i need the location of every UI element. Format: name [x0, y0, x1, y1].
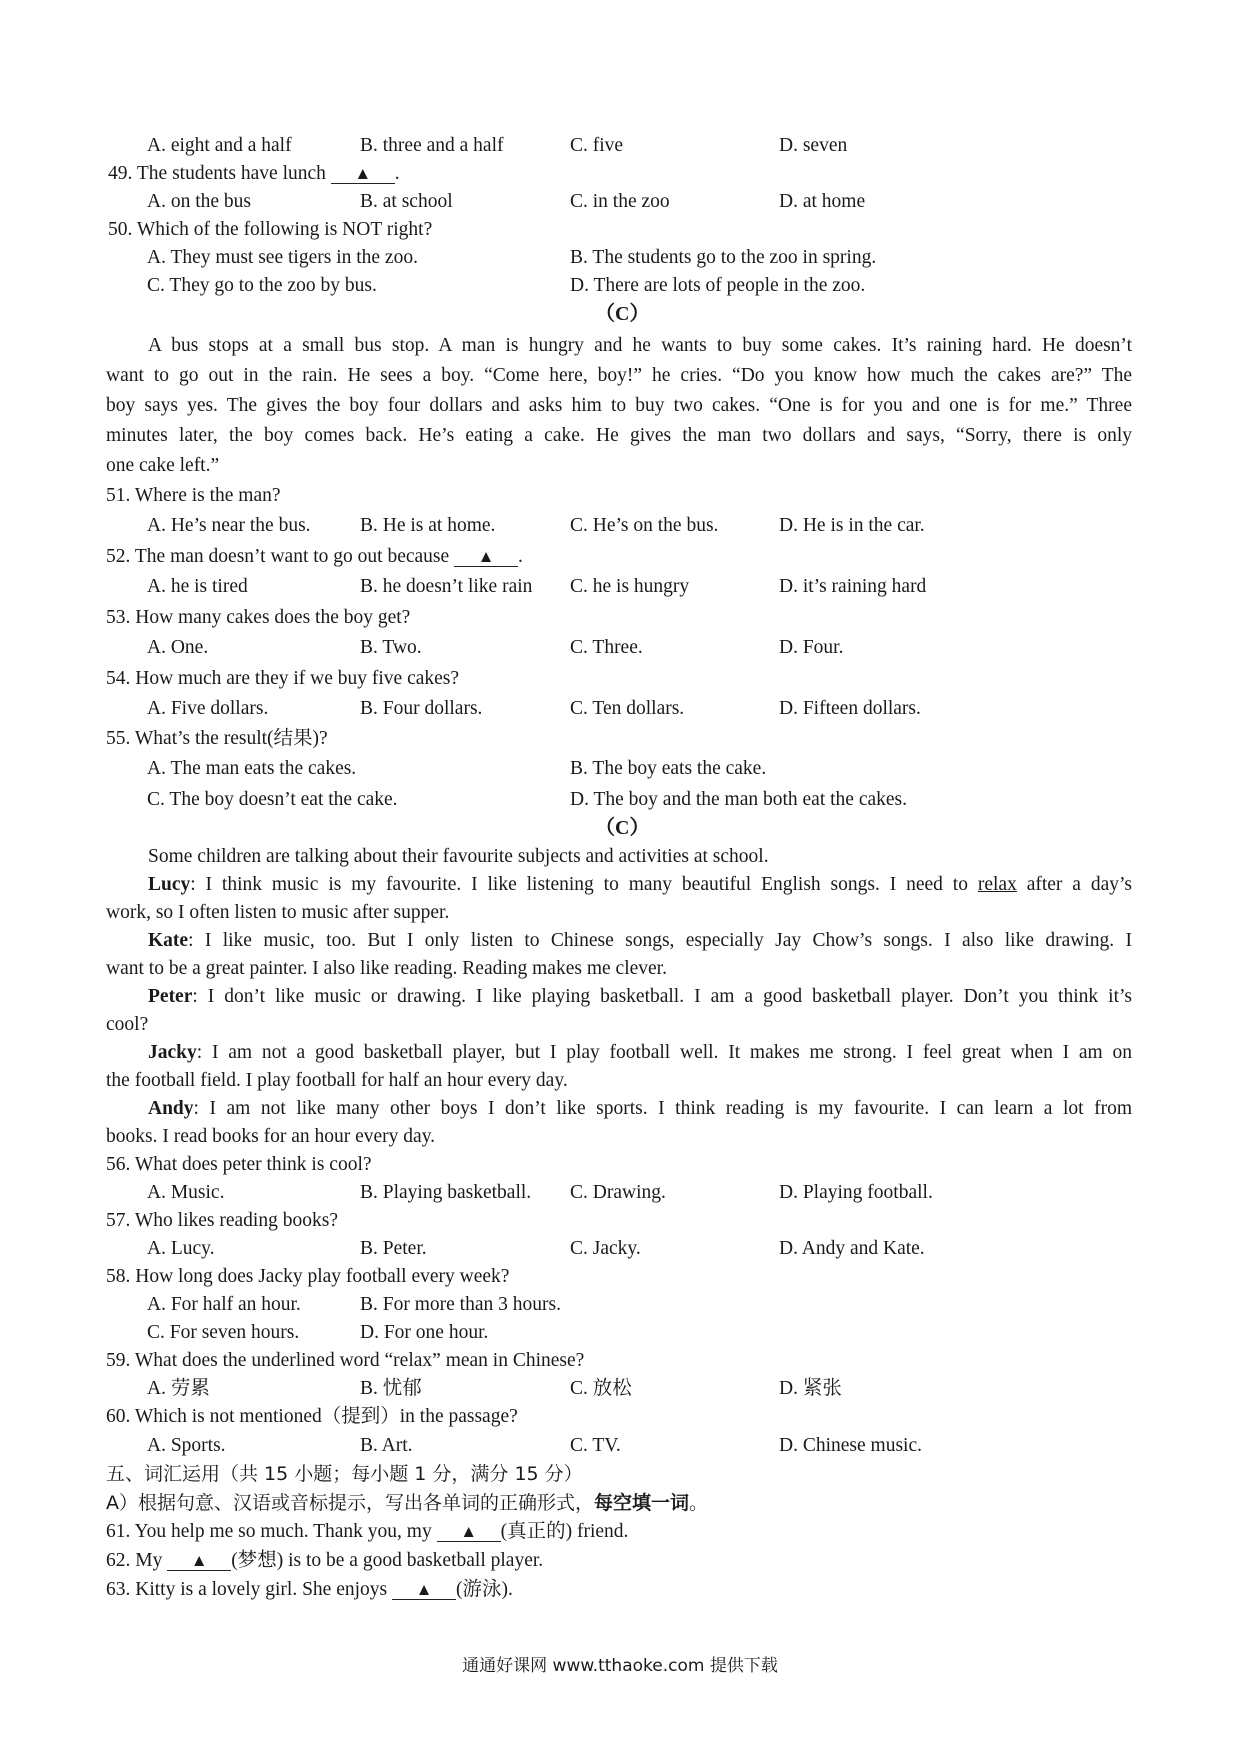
blank-marker-icon: ▲: [190, 1551, 208, 1570]
instructions-text: A）根据句意、汉语或音标提示，写出各单词的正确形式，: [106, 1492, 594, 1514]
q63-text: 63. Kitty is a lovely girl. She enjoys: [106, 1579, 388, 1600]
q54-option-a: A. Five dollars.: [147, 698, 269, 719]
q56-option-b: B. Playing basketball.: [360, 1182, 532, 1203]
q61-text: 61. You help me so much. Thank you, my: [106, 1521, 432, 1542]
q51-option-c: C. He’s on the bus.: [570, 515, 719, 536]
q53-option-c: C. Three.: [570, 637, 643, 658]
blank-marker-icon: ▲: [354, 164, 372, 183]
q62-hint: (梦想) is to be a good basketball player.: [231, 1550, 544, 1571]
passage-text: : I am not like many other boys I don’t like sports. I think reading is my favourite. I can learn a lot from: [193, 1098, 1132, 1119]
q61-hint: (真正的) friend.: [500, 1521, 629, 1542]
q60-option-c: C. TV.: [570, 1435, 621, 1456]
q52-stem: [106, 545, 523, 569]
blank-marker-icon: ▲: [460, 1522, 478, 1541]
q50-option-d: D. There are lots of people in the zoo.: [570, 275, 866, 296]
q60-option-b: B. Art.: [360, 1435, 413, 1456]
q55-stem: 55. What’s the result(结果)?: [106, 728, 328, 749]
q49-option-b: B. at school: [360, 191, 453, 212]
q49-stem: [108, 162, 400, 186]
q52-stem-end: .: [518, 546, 523, 567]
passage-c1-line: one cake left.”: [106, 455, 220, 476]
q62-text: 62. My: [106, 1550, 163, 1571]
q51-stem: 51. Where is the man?: [106, 485, 281, 506]
part5-title: 五、词汇运用（共 15 小题；每小题 1 分，满分 15 分）: [106, 1463, 583, 1485]
q52-option-b: B. he doesn’t like rain: [360, 576, 533, 597]
answer-blank: [167, 1552, 231, 1571]
speaker-name: Lucy: [148, 874, 191, 895]
passage-text: : I don’t like music or drawing. I like playing basketball. I am a good basketball player. Don’t you think it’s: [192, 986, 1132, 1007]
answer-blank: [392, 1581, 456, 1600]
blank-marker-icon: ▲: [477, 547, 495, 566]
answer-blank: [437, 1523, 501, 1542]
q58-option-d: D. For one hour.: [360, 1322, 489, 1343]
passage-c1-line: want to go out in the rain. He sees a boy. “Come here, boy!” he cries. “Do you know how much the cakes are?” The: [106, 365, 1132, 386]
q49-option-c: C. in the zoo: [570, 191, 670, 212]
q52-option-c: C. he is hungry: [570, 576, 690, 597]
section-heading-c2: （C）: [595, 817, 650, 839]
q57-stem: 57. Who likes reading books?: [106, 1210, 338, 1231]
passage-peter-line2: cool?: [106, 1014, 149, 1035]
instructions-end: 。: [689, 1492, 709, 1514]
q53-option-b: B. Two.: [360, 637, 422, 658]
q59-option-a: A. 劳累: [147, 1378, 210, 1399]
q57-option-b: B. Peter.: [360, 1238, 427, 1259]
q59-option-b: B. 忧郁: [360, 1378, 422, 1399]
q55-option-d: D. The boy and the man both eat the cakes.: [570, 789, 907, 810]
q51-option-b: B. He is at home.: [360, 515, 496, 536]
passage-c2-intro: Some children are talking about their favourite subjects and activities at school.: [148, 846, 769, 867]
q53-option-d: D. Four.: [779, 637, 844, 658]
q58-stem: 58. How long does Jacky play football every week?: [106, 1266, 510, 1287]
q54-stem: 54. How much are they if we buy five cakes?: [106, 668, 460, 689]
q50-stem: 50. Which of the following is NOT right?: [108, 219, 433, 240]
q58-option-a: A. For half an hour.: [147, 1294, 301, 1315]
q49-option-a: A. on the bus: [147, 191, 251, 212]
q59-stem: 59. What does the underlined word “relax” mean in Chinese?: [106, 1350, 585, 1371]
passage-c1-line: minutes later, the boy comes back. He’s eating a cake. He gives the man two dollars and says, “Sorry, there is only: [106, 425, 1132, 446]
q52-option-a: A. he is tired: [147, 576, 248, 597]
speaker-name: Jacky: [148, 1042, 197, 1063]
q61-stem: [106, 1520, 628, 1544]
q56-option-a: A. Music.: [147, 1182, 225, 1203]
q51-option-d: D. He is in the car.: [779, 515, 925, 536]
q57-option-d: D. Andy and Kate.: [779, 1238, 925, 1259]
passage-andy-line1: [148, 1097, 1132, 1121]
q60-option-a: A. Sports.: [147, 1435, 226, 1456]
page-footer: 通通好课网 www.tthaoke.com 提供下载: [462, 1656, 778, 1676]
passage-c1-line: boy says yes. The gives the boy four dollars and asks him to buy two cakes. “One is for you and one is for me.” Three: [106, 395, 1132, 416]
q50-option-b: B. The students go to the zoo in spring.: [570, 247, 877, 268]
q48-option-c: C. five: [570, 135, 624, 156]
q52-option-d: D. it’s raining hard: [779, 576, 927, 597]
speaker-name: Kate: [148, 930, 189, 951]
q63-hint: (游泳).: [455, 1579, 513, 1600]
q58-option-c: C. For seven hours.: [147, 1322, 300, 1343]
speaker-name: Peter: [148, 986, 193, 1007]
speaker-name: Andy: [148, 1098, 194, 1119]
q54-option-d: D. Fifteen dollars.: [779, 698, 921, 719]
q51-option-a: A. He’s near the bus.: [147, 515, 311, 536]
instructions-emphasis: 每空填一词: [594, 1492, 690, 1514]
passage-text: : I think music is my favourite. I like listening to many beautiful English songs. I need to: [190, 874, 978, 895]
passage-andy-line2: books. I read books for an hour every day.: [106, 1126, 436, 1147]
passage-lucy-line1: [148, 873, 1132, 897]
q55-option-c: C. The boy doesn’t eat the cake.: [147, 789, 398, 810]
q60-stem: 60. Which is not mentioned（提到）in the passage?: [106, 1406, 518, 1427]
q53-stem: 53. How many cakes does the boy get?: [106, 607, 411, 628]
q62-stem: [106, 1549, 543, 1573]
q59-option-d: D. 紧张: [779, 1378, 842, 1399]
q57-option-a: A. Lucy.: [147, 1238, 215, 1259]
passage-c1-line: A bus stops at a small bus stop. A man is hungry and he wants to buy some cakes. It’s raining hard. He doesn’t: [148, 335, 1132, 356]
q59-option-c: C. 放松: [570, 1378, 632, 1399]
part5-instructions: [106, 1491, 708, 1515]
section-heading-c1: （C）: [595, 303, 650, 325]
q48-option-d: D. seven: [779, 135, 848, 156]
q49-stem-text: 49. The students have lunch: [108, 163, 326, 184]
q63-stem: [106, 1578, 513, 1602]
q58-option-b: B. For more than 3 hours.: [360, 1294, 561, 1315]
q49-stem-end: .: [394, 163, 400, 184]
q48-option-a: A. eight and a half: [147, 135, 292, 156]
q57-option-c: C. Jacky.: [570, 1238, 641, 1259]
passage-text: after a day’s: [1016, 874, 1132, 895]
passage-peter-line1: [148, 985, 1132, 1009]
q52-stem-text: 52. The man doesn’t want to go out because: [106, 546, 450, 567]
q56-option-c: C. Drawing.: [570, 1182, 666, 1203]
passage-kate-line1: [148, 929, 1132, 953]
passage-lucy-line2: work, so I often listen to music after supper.: [106, 902, 450, 923]
q60-option-d: D. Chinese music.: [779, 1435, 922, 1456]
q50-option-c: C. They go to the zoo by bus.: [147, 275, 377, 296]
q56-option-d: D. Playing football.: [779, 1182, 933, 1203]
q53-option-a: A. One.: [147, 637, 209, 658]
passage-jacky-line2: the football field. I play football for half an hour every day.: [106, 1070, 568, 1091]
q55-option-a: A. The man eats the cakes.: [147, 758, 357, 779]
passage-text: : I am not a good basketball player, but I play football well. It makes me strong. I feel great when I am on: [196, 1042, 1132, 1063]
q55-option-b: B. The boy eats the cake.: [570, 758, 767, 779]
blank-marker-icon: ▲: [415, 1580, 433, 1599]
q49-option-d: D. at home: [779, 191, 866, 212]
q50-option-a: A. They must see tigers in the zoo.: [147, 247, 418, 268]
answer-blank: [454, 548, 518, 567]
q48-option-b: B. three and a half: [360, 135, 504, 156]
q54-option-c: C. Ten dollars.: [570, 698, 685, 719]
passage-text: : I like music, too. But I only listen to Chinese songs, especially Jay Chow’s songs. I also like drawing. I: [188, 930, 1132, 951]
q56-stem: 56. What does peter think is cool?: [106, 1154, 372, 1175]
answer-blank: [331, 165, 395, 184]
q54-option-b: B. Four dollars.: [360, 698, 483, 719]
passage-kate-line2: want to be a great painter. I also like reading. Reading makes me clever.: [106, 958, 667, 979]
underlined-word: relax: [977, 874, 1017, 895]
passage-jacky-line1: [148, 1041, 1132, 1065]
